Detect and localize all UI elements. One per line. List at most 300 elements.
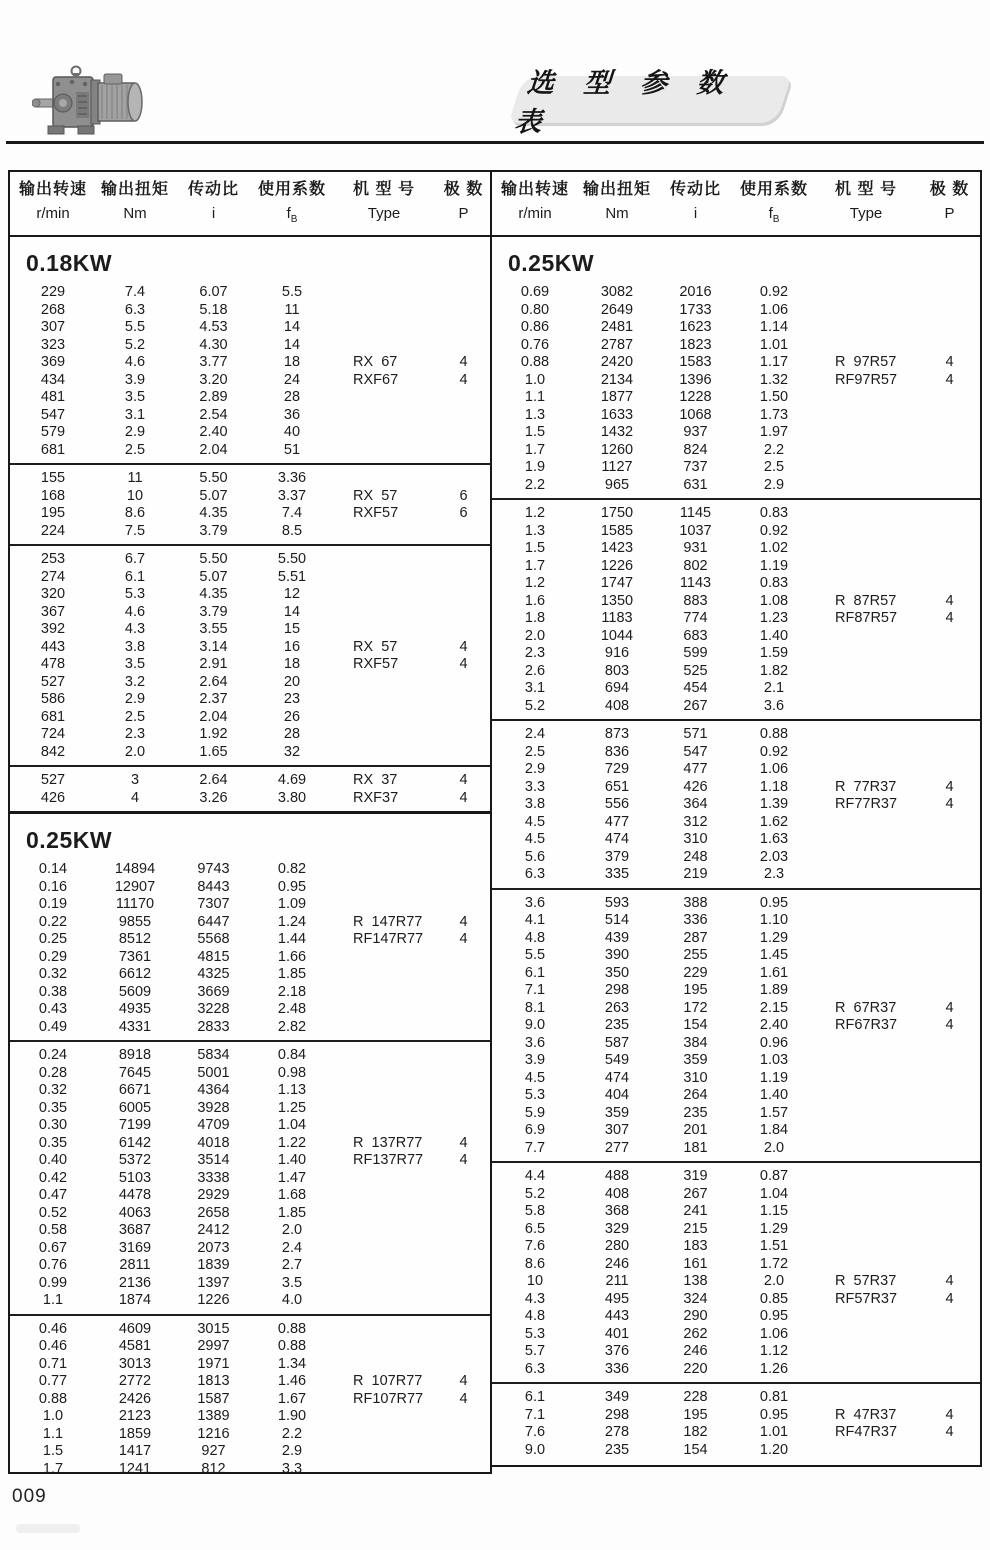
cell-service-factor: 1.82 bbox=[759, 662, 789, 679]
cell-torque: 368 bbox=[604, 1203, 630, 1219]
table-row bbox=[492, 1168, 980, 1186]
cell-type bbox=[813, 1361, 919, 1379]
cell-torque: 7361 bbox=[118, 948, 152, 965]
cell-type bbox=[813, 1087, 919, 1105]
cell-speed: 6.3 bbox=[524, 1360, 546, 1377]
cell-service-factor: 3.5 bbox=[281, 1274, 303, 1291]
cell-service-factor: 2.0 bbox=[763, 1273, 785, 1289]
cell-speed: 7.1 bbox=[524, 1406, 546, 1423]
cell-ratio: 228 bbox=[683, 1389, 708, 1405]
cell-poles bbox=[919, 1308, 980, 1326]
cell-ratio: 364 bbox=[683, 796, 708, 812]
cell-speed: 0.29 bbox=[38, 948, 68, 965]
table-row bbox=[10, 1321, 490, 1339]
cell-ratio: 5.50 bbox=[199, 470, 228, 486]
cell-poles bbox=[919, 319, 980, 337]
cell-service-factor: 2.03 bbox=[759, 848, 789, 865]
cell-speed: 0.46 bbox=[38, 1338, 68, 1354]
table-row bbox=[10, 551, 490, 569]
column-header-unit: $f_B$ bbox=[768, 205, 780, 225]
cell-service-factor: 0.98 bbox=[277, 1064, 307, 1081]
cell-service-factor: 1.40 bbox=[759, 627, 789, 644]
cell-service-factor: 18 bbox=[283, 656, 301, 672]
table-row bbox=[10, 621, 490, 639]
cell-service-factor: 2.1 bbox=[763, 680, 785, 696]
cell-ratio: 1143 bbox=[679, 575, 712, 591]
cell-ratio: 388 bbox=[683, 894, 708, 911]
cell-service-factor: 1.18 bbox=[759, 778, 789, 795]
cell-type bbox=[331, 966, 437, 984]
cell-ratio: 1397 bbox=[197, 1274, 230, 1291]
cell-poles bbox=[437, 709, 490, 727]
cell-service-factor: 1.23 bbox=[759, 610, 789, 626]
cell-speed: 1.7 bbox=[42, 1460, 64, 1474]
cell-type bbox=[331, 1205, 437, 1223]
cell-poles: 4 bbox=[945, 796, 954, 812]
table-row bbox=[10, 691, 490, 709]
cell-service-factor: 12 bbox=[283, 586, 301, 602]
cell-speed: 268 bbox=[40, 301, 66, 318]
cell-ratio: 737 bbox=[683, 459, 708, 475]
cell-ratio: 220 bbox=[683, 1360, 708, 1377]
ratio-block bbox=[10, 463, 490, 544]
table-row bbox=[492, 523, 980, 541]
cell-speed: 2.3 bbox=[524, 645, 546, 661]
cell-type bbox=[813, 982, 919, 1000]
cell-poles bbox=[437, 1461, 490, 1475]
cell-poles bbox=[437, 1338, 490, 1356]
cell-ratio: 4325 bbox=[197, 966, 230, 982]
table-row bbox=[10, 1356, 490, 1374]
cell-service-factor: 1.17 bbox=[759, 354, 789, 370]
cell-ratio: 2.54 bbox=[199, 406, 228, 423]
table-row bbox=[10, 284, 490, 302]
cell-ratio: 774 bbox=[683, 610, 708, 626]
cell-type bbox=[331, 744, 437, 762]
cell-torque: 3.1 bbox=[124, 406, 146, 423]
table-row bbox=[492, 407, 980, 425]
cell-ratio: 4815 bbox=[197, 948, 230, 965]
cell-speed: 168 bbox=[40, 487, 66, 504]
cell-speed: 3.6 bbox=[524, 894, 546, 911]
table-row bbox=[492, 1256, 980, 1274]
cell-type bbox=[813, 831, 919, 849]
table-row bbox=[10, 337, 490, 355]
cell-type bbox=[813, 337, 919, 355]
cell-type bbox=[813, 540, 919, 558]
cell-speed: 2.9 bbox=[524, 761, 546, 777]
cell-service-factor: 1.06 bbox=[759, 1325, 789, 1342]
cell-ratio: 267 bbox=[683, 1185, 708, 1202]
cell-ratio: 525 bbox=[683, 662, 708, 679]
cell-type bbox=[813, 744, 919, 762]
cell-type: R 87R57 bbox=[835, 592, 897, 609]
cell-torque: 359 bbox=[604, 1104, 630, 1121]
cell-speed: 1.0 bbox=[42, 1408, 64, 1424]
cell-service-factor: 1.84 bbox=[759, 1122, 789, 1138]
cell-ratio: 683 bbox=[683, 627, 708, 644]
cell-torque: 4581 bbox=[118, 1338, 152, 1354]
cell-speed: 229 bbox=[40, 284, 66, 300]
cell-torque: 211 bbox=[605, 1273, 629, 1289]
cell-torque: 965 bbox=[604, 476, 630, 493]
cell-ratio: 824 bbox=[683, 441, 708, 458]
cell-ratio: 1587 bbox=[197, 1390, 230, 1407]
cell-torque: 477 bbox=[604, 813, 630, 830]
section-power-title: 0.25KW bbox=[508, 250, 595, 276]
cell-speed: 0.80 bbox=[520, 301, 550, 318]
cell-speed: 6.1 bbox=[524, 964, 546, 981]
cell-type bbox=[331, 879, 437, 897]
cell-torque: 6005 bbox=[118, 1099, 152, 1116]
column-header-unit: Nm bbox=[605, 205, 629, 222]
cell-service-factor: 0.82 bbox=[277, 861, 307, 877]
table-row bbox=[10, 1338, 490, 1356]
table-row bbox=[10, 1152, 490, 1170]
cell-ratio: 290 bbox=[683, 1308, 708, 1324]
cell-poles: 4 bbox=[945, 371, 954, 388]
cell-torque: 3.5 bbox=[124, 656, 146, 672]
cell-torque: 390 bbox=[604, 947, 630, 963]
cell-speed: 0.38 bbox=[38, 983, 68, 1000]
cell-speed: 1.1 bbox=[42, 1425, 64, 1442]
cell-torque: 8512 bbox=[118, 931, 152, 947]
cell-service-factor: 36 bbox=[283, 406, 301, 423]
cell-poles bbox=[437, 691, 490, 709]
cell-torque: 3013 bbox=[118, 1355, 152, 1372]
table-row bbox=[10, 1373, 490, 1391]
cell-speed: 2.2 bbox=[524, 476, 546, 493]
cell-poles bbox=[919, 744, 980, 762]
table-row bbox=[10, 1100, 490, 1118]
cell-speed: 0.35 bbox=[38, 1099, 68, 1116]
cell-service-factor: 5.50 bbox=[277, 551, 307, 567]
cell-torque: 443 bbox=[604, 1308, 630, 1324]
cell-poles: 4 bbox=[459, 1390, 468, 1407]
cell-torque: 376 bbox=[604, 1343, 630, 1359]
cell-torque: 873 bbox=[604, 726, 630, 742]
cell-type bbox=[331, 1117, 437, 1135]
cell-speed: 3.9 bbox=[524, 1052, 546, 1068]
cell-speed: 443 bbox=[40, 638, 66, 655]
cell-speed: 9.0 bbox=[524, 1017, 546, 1033]
cell-service-factor: 1.63 bbox=[759, 831, 789, 847]
cell-ratio: 454 bbox=[683, 680, 708, 696]
cell-ratio: 3.79 bbox=[199, 522, 228, 539]
cell-torque: 379 bbox=[604, 848, 630, 865]
cell-type bbox=[331, 1222, 437, 1240]
cell-ratio: 2073 bbox=[197, 1239, 230, 1256]
table-row bbox=[10, 709, 490, 727]
cell-poles: 4 bbox=[945, 999, 954, 1016]
cell-ratio: 6447 bbox=[197, 913, 230, 930]
table-row bbox=[492, 442, 980, 460]
table-row bbox=[492, 930, 980, 948]
cell-poles: 4 bbox=[945, 610, 954, 626]
cell-speed: 1.8 bbox=[524, 610, 546, 626]
cell-torque: 587 bbox=[604, 1034, 630, 1051]
table-row bbox=[492, 645, 980, 663]
cell-poles bbox=[919, 965, 980, 983]
cell-ratio: 1813 bbox=[197, 1373, 230, 1389]
cell-speed: 320 bbox=[40, 586, 66, 602]
table-row bbox=[492, 663, 980, 681]
table-row bbox=[10, 569, 490, 587]
cell-torque: 2.5 bbox=[124, 708, 146, 725]
cell-speed: 2.6 bbox=[524, 662, 546, 679]
cell-ratio: 154 bbox=[683, 1017, 708, 1033]
cell-service-factor: 0.88 bbox=[277, 1320, 307, 1337]
table-row bbox=[10, 1408, 490, 1426]
cell-type bbox=[331, 319, 437, 337]
table-row bbox=[492, 284, 980, 302]
cell-speed: 4.8 bbox=[524, 1308, 546, 1324]
cell-torque: 14894 bbox=[114, 861, 156, 877]
cell-type bbox=[331, 1257, 437, 1275]
cell-poles bbox=[437, 1187, 490, 1205]
cell-type bbox=[331, 523, 437, 541]
cell-ratio: 5568 bbox=[197, 931, 230, 947]
cell-speed: 1.2 bbox=[524, 505, 546, 521]
cell-ratio: 1389 bbox=[197, 1408, 230, 1424]
table-row bbox=[10, 790, 490, 808]
cell-ratio: 1228 bbox=[679, 389, 712, 405]
cell-poles bbox=[437, 674, 490, 692]
cell-ratio: 812 bbox=[201, 1460, 226, 1474]
cell-ratio: 384 bbox=[683, 1034, 708, 1051]
table-row bbox=[492, 1407, 980, 1425]
cell-service-factor: 23 bbox=[283, 691, 301, 707]
cell-service-factor: 2.18 bbox=[277, 983, 307, 1000]
cell-ratio: 255 bbox=[683, 947, 708, 963]
power-section bbox=[10, 237, 490, 811]
cell-type bbox=[331, 1461, 437, 1475]
cell-speed: 5.6 bbox=[524, 848, 546, 865]
cell-service-factor: 8.5 bbox=[281, 522, 303, 539]
cell-ratio: 2929 bbox=[197, 1187, 230, 1203]
cell-type bbox=[813, 319, 919, 337]
table-row bbox=[10, 1443, 490, 1461]
cell-ratio: 336 bbox=[683, 912, 708, 928]
cell-service-factor: 3.80 bbox=[277, 789, 307, 806]
cell-torque: 1127 bbox=[601, 459, 633, 475]
cell-ratio: 235 bbox=[683, 1104, 708, 1121]
cell-torque: 2134 bbox=[600, 371, 634, 388]
cell-poles: 4 bbox=[459, 931, 468, 947]
cell-torque: 3.5 bbox=[124, 389, 146, 405]
cell-ratio: 5.50 bbox=[199, 551, 228, 567]
cell-ratio: 154 bbox=[683, 1441, 708, 1458]
cell-torque: 3.8 bbox=[124, 638, 146, 655]
cell-poles bbox=[919, 866, 980, 884]
cell-torque: 4478 bbox=[118, 1187, 152, 1203]
cell-poles bbox=[919, 1238, 980, 1256]
table-row bbox=[10, 772, 490, 790]
cell-speed: 5.9 bbox=[524, 1104, 546, 1121]
cell-ratio: 571 bbox=[683, 726, 708, 742]
table-row bbox=[492, 698, 980, 716]
table-row bbox=[492, 965, 980, 983]
cell-service-factor: 14 bbox=[283, 603, 301, 620]
cell-torque: 4.3 bbox=[124, 621, 146, 637]
ratio-block bbox=[10, 1040, 490, 1314]
column-header-unit: Nm bbox=[123, 205, 147, 222]
cell-torque: 1877 bbox=[600, 389, 634, 405]
cell-ratio: 1396 bbox=[679, 371, 712, 388]
cell-ratio: 219 bbox=[683, 866, 708, 882]
cell-speed: 253 bbox=[40, 551, 66, 567]
cell-service-factor: 1.59 bbox=[759, 645, 789, 661]
table-row bbox=[492, 1070, 980, 1088]
cell-torque: 7199 bbox=[118, 1117, 152, 1133]
cell-ratio: 4018 bbox=[197, 1134, 230, 1151]
cell-poles bbox=[919, 628, 980, 646]
cell-service-factor: 5.5 bbox=[281, 284, 303, 300]
cell-service-factor: 1.14 bbox=[759, 319, 789, 335]
table-row bbox=[492, 302, 980, 320]
cell-torque: 404 bbox=[604, 1087, 630, 1103]
cell-poles bbox=[919, 337, 980, 355]
cell-ratio: 5.07 bbox=[199, 487, 228, 504]
cell-type bbox=[331, 896, 437, 914]
column-header-unit: r/min bbox=[36, 205, 70, 222]
cell-poles bbox=[437, 1292, 490, 1310]
cell-type bbox=[813, 895, 919, 913]
table-row bbox=[492, 1000, 980, 1018]
cell-service-factor: 2.40 bbox=[759, 1017, 789, 1033]
table-row bbox=[10, 1391, 490, 1409]
cell-ratio: 183 bbox=[683, 1238, 708, 1254]
cell-ratio: 4.35 bbox=[199, 586, 228, 602]
table-row bbox=[492, 866, 980, 884]
table-row bbox=[10, 1187, 490, 1205]
cell-poles bbox=[919, 1070, 980, 1088]
cell-speed: 0.14 bbox=[38, 861, 68, 877]
cell-ratio: 931 bbox=[683, 540, 708, 556]
cell-type bbox=[331, 1356, 437, 1374]
cell-type bbox=[813, 1186, 919, 1204]
cell-poles bbox=[437, 744, 490, 762]
cell-torque: 5372 bbox=[118, 1152, 152, 1168]
cell-type bbox=[813, 1140, 919, 1158]
cell-speed: 0.30 bbox=[38, 1117, 68, 1133]
cell-poles bbox=[919, 302, 980, 320]
cell-speed: 5.7 bbox=[524, 1343, 546, 1359]
cell-speed: 434 bbox=[40, 371, 66, 388]
cell-poles bbox=[919, 761, 980, 779]
gearmotor-image bbox=[32, 62, 148, 146]
cell-speed: 724 bbox=[40, 726, 66, 742]
cell-ratio: 4.35 bbox=[199, 505, 228, 521]
column-header-unit: Type bbox=[367, 205, 401, 222]
cell-ratio: 310 bbox=[683, 831, 708, 847]
cell-poles bbox=[919, 1140, 980, 1158]
table-header-unit-row bbox=[492, 204, 980, 229]
cell-torque: 336 bbox=[604, 1360, 630, 1377]
cell-poles: 4 bbox=[459, 1152, 468, 1168]
cell-speed: 0.77 bbox=[38, 1373, 68, 1389]
cell-speed: 0.19 bbox=[38, 896, 68, 912]
cell-speed: 0.46 bbox=[38, 1320, 68, 1337]
cell-poles bbox=[919, 459, 980, 477]
column-header-cn: 输出扭矩 bbox=[582, 181, 651, 198]
cell-torque: 2426 bbox=[118, 1390, 152, 1407]
cell-service-factor: 1.29 bbox=[759, 929, 789, 946]
cell-poles bbox=[919, 1361, 980, 1379]
cell-service-factor: 2.82 bbox=[277, 1018, 307, 1035]
cell-ratio: 6.07 bbox=[199, 284, 228, 300]
cell-torque: 6142 bbox=[118, 1134, 152, 1151]
cell-ratio: 312 bbox=[683, 813, 708, 830]
cell-type bbox=[813, 505, 919, 523]
cell-type: RX 57 bbox=[353, 487, 398, 504]
table-row bbox=[492, 761, 980, 779]
cell-type bbox=[331, 470, 437, 488]
cell-service-factor: 28 bbox=[283, 389, 301, 405]
cell-speed: 0.88 bbox=[38, 1390, 68, 1407]
cell-ratio: 8443 bbox=[197, 878, 230, 895]
table-row bbox=[10, 1461, 490, 1475]
cell-service-factor: 1.73 bbox=[759, 406, 789, 423]
cell-torque: 6612 bbox=[118, 966, 152, 982]
cell-poles bbox=[919, 680, 980, 698]
cell-type bbox=[331, 389, 437, 407]
table-row bbox=[10, 1135, 490, 1153]
cell-type bbox=[331, 726, 437, 744]
cell-ratio: 1145 bbox=[679, 505, 712, 521]
cell-ratio: 547 bbox=[683, 743, 708, 760]
cell-type bbox=[331, 1443, 437, 1461]
cell-speed: 7.6 bbox=[524, 1238, 546, 1254]
cell-type: RF147R77 bbox=[353, 931, 424, 947]
cell-ratio: 2833 bbox=[197, 1018, 230, 1035]
cell-service-factor: 15 bbox=[283, 621, 301, 637]
cell-poles bbox=[437, 337, 490, 355]
table-row bbox=[492, 1087, 980, 1105]
cell-service-factor: 1.72 bbox=[759, 1255, 789, 1272]
cell-torque: 1226 bbox=[600, 557, 634, 574]
selection-table-right bbox=[490, 170, 982, 1467]
cell-ratio: 195 bbox=[683, 982, 708, 998]
cell-speed: 0.43 bbox=[38, 1001, 68, 1017]
cell-ratio: 1823 bbox=[679, 336, 712, 353]
cell-ratio: 5001 bbox=[197, 1064, 230, 1081]
table-row bbox=[492, 1017, 980, 1035]
cell-type: R 147R77 bbox=[353, 913, 423, 930]
ratio-block bbox=[492, 1382, 980, 1463]
table-row bbox=[10, 639, 490, 657]
cell-ratio: 2.91 bbox=[199, 656, 228, 672]
column-header-unit: P bbox=[458, 205, 469, 222]
cell-torque: 3.2 bbox=[124, 673, 146, 690]
cell-service-factor: 2.9 bbox=[281, 1443, 303, 1459]
cell-torque: 3082 bbox=[600, 284, 634, 300]
cell-torque: 2420 bbox=[600, 354, 634, 370]
table-row bbox=[10, 896, 490, 914]
cell-torque: 11 bbox=[127, 470, 143, 486]
cell-speed: 0.76 bbox=[38, 1257, 68, 1273]
cell-ratio: 310 bbox=[683, 1069, 708, 1086]
table-row bbox=[10, 1205, 490, 1223]
table-row bbox=[10, 984, 490, 1002]
cell-speed: 2.0 bbox=[524, 627, 546, 644]
cell-ratio: 1037 bbox=[679, 522, 712, 539]
cell-poles bbox=[437, 424, 490, 442]
cell-poles bbox=[437, 604, 490, 622]
table-row bbox=[492, 744, 980, 762]
power-section bbox=[10, 811, 490, 1474]
cell-speed: 369 bbox=[40, 354, 66, 370]
